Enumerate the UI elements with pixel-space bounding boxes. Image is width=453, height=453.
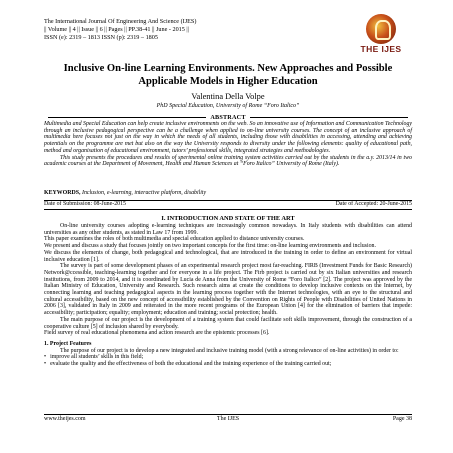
divider <box>44 209 412 210</box>
section-heading: I. INTRODUCTION AND STATE OF THE ART <box>161 215 295 222</box>
bullet-item: • evaluate the quality and the effectiveness of both the educational and the training experience of the training carried out; <box>44 361 412 368</box>
keywords-list: Inclusion, e-learning, interactive platform, disability <box>81 190 207 196</box>
journal-issue: || Volume || 4 || Issue || 6 || Pages || PP.38-41 || June - 2015 || <box>44 25 189 33</box>
footer-site-link[interactable]: www.theijes.com <box>44 416 86 422</box>
keywords-label: KEYWORDS, <box>44 190 81 196</box>
abstract-heading-label: ABSTRACT <box>210 114 246 121</box>
body-paragraph: Field survey of real educational phenomena and action research are the epistemic processes [6]. <box>44 330 270 337</box>
abstract-heading <box>44 114 412 121</box>
journal-name: The International Journal Of Engineering And Science (IJES) <box>44 18 197 25</box>
body-paragraph: The purpose of our project is to develop a new integrated and inclusive training model (with a strong relevance of on-line activities) in order to: <box>60 347 399 354</box>
body-paragraph: This paper examines the roles of both multimedia and special education applied to distance university courses. <box>44 236 305 243</box>
body-paragraph: The main purpose of our project is the development of a training system that could facilitate soft skills improvement, through the construction of a cooperative culture [5] of inclusion shared by everybody. <box>44 316 412 330</box>
footer-journal: The IJES <box>216 416 240 422</box>
paper-title: Inclusive On-line Learning Environments. New Approaches and Possible Applicable Models in Higher Education <box>63 63 393 87</box>
subsection-heading: 1. Project Features <box>44 340 92 347</box>
author-name: Valentina Della Volpe <box>191 92 265 101</box>
accepted-date: Date of Accepted: 20-June-2015 <box>335 201 412 207</box>
page-footer <box>44 416 412 422</box>
body-paragraph: The survey is part of some development phases of an experimental research project most far-reaching. FIRB (Investment Funds for Basic Research) Network@ccessible, teaching-learning together and for everyone in a life project. The Firb project is carried out by six Italian universities and research institutions, from 2009 to 2014, and it is coordinated by Lucia de Anna from the University of Rome “Foro Italico” [2]. The project was approved by the Italian Ministry of Education, University and Research. Such research aims at create the conditions to develop inclusive contexts on the Internet, by connecting learning and teaching pedagogical aspects in the learning process together with the Internet technologies, with an eye to the structural and cultural accessibility, based on the new concept of accessibility established by the Convention on Rights of People with Disabilities of United Nations in 2006 [3], validated in Italy in 2009 and reiterated in the more recent programs of the European Union [4] for the elimination of barriers that impede: accessibility; participation; equality; employment; education and training; social protection; health. <box>44 263 412 317</box>
journal-logo <box>359 14 403 60</box>
journal-issn: ISSN (e): 2319 – 1813 ISSN (p): 2319 – 1805 <box>44 33 158 41</box>
submission-date: Date of Submission: 08-June-2015 <box>44 201 126 207</box>
body-paragraph: On-line university courses adopting e-learning techniques are increasingly common nowadays. In Italy students with disabilities can attend universities as any other students, as stated in Law 17 from 1999. <box>44 223 412 236</box>
abstract-paragraph: Multimedia and Special Education can help create inclusive environments on the web. So an innovative use of Information and Communication Technology through an inclusive pedagogical perspective can be a challenge when applied to on-line university courses. The concept of an inclusive approach of multimedia here focuses not just on the way in which the needs of all students, including those with disabilities in accessing, attending and achieving potentials on the programme are met but also on the way the University responds to diversity under the following elements: quality of educational path, method and organisation of educational environment, tutors’ professional skills, integrated strategies and methodologies. <box>44 121 412 154</box>
body-paragraph: We present and discuss a study that focuses jointly on two important concepts for the first time: on-line learning environments and inclusion. <box>44 243 376 250</box>
dates-row <box>44 201 412 208</box>
body-text <box>44 223 412 368</box>
author-affiliation: PhD Special Education, University of Rome “Foro Italico” <box>156 103 300 109</box>
keywords <box>44 190 412 197</box>
footer-divider <box>44 414 412 415</box>
abstract-paragraph: This study presents the procedures and results of sperimental online training system activities carried out by the students in the a.y. 2013/14 in two academic courses at the Department of Movement, Health and Human Sciences at “Foro Italico” University of Rome (Italy). <box>44 154 412 168</box>
journal-header <box>44 18 344 41</box>
logo-text: THE IJES <box>360 44 402 54</box>
body-paragraph: We discuss the elements of change, both pedagogical and technological, that are introduced in the training in order to define an environment for virtual inclusive education [1]. <box>44 249 412 263</box>
footer-page-number: Page 38 <box>392 416 412 422</box>
abstract <box>44 121 412 168</box>
bullet-item: • improve all students’ skills in this field; <box>44 354 412 361</box>
ijes-logo-icon <box>366 14 396 44</box>
